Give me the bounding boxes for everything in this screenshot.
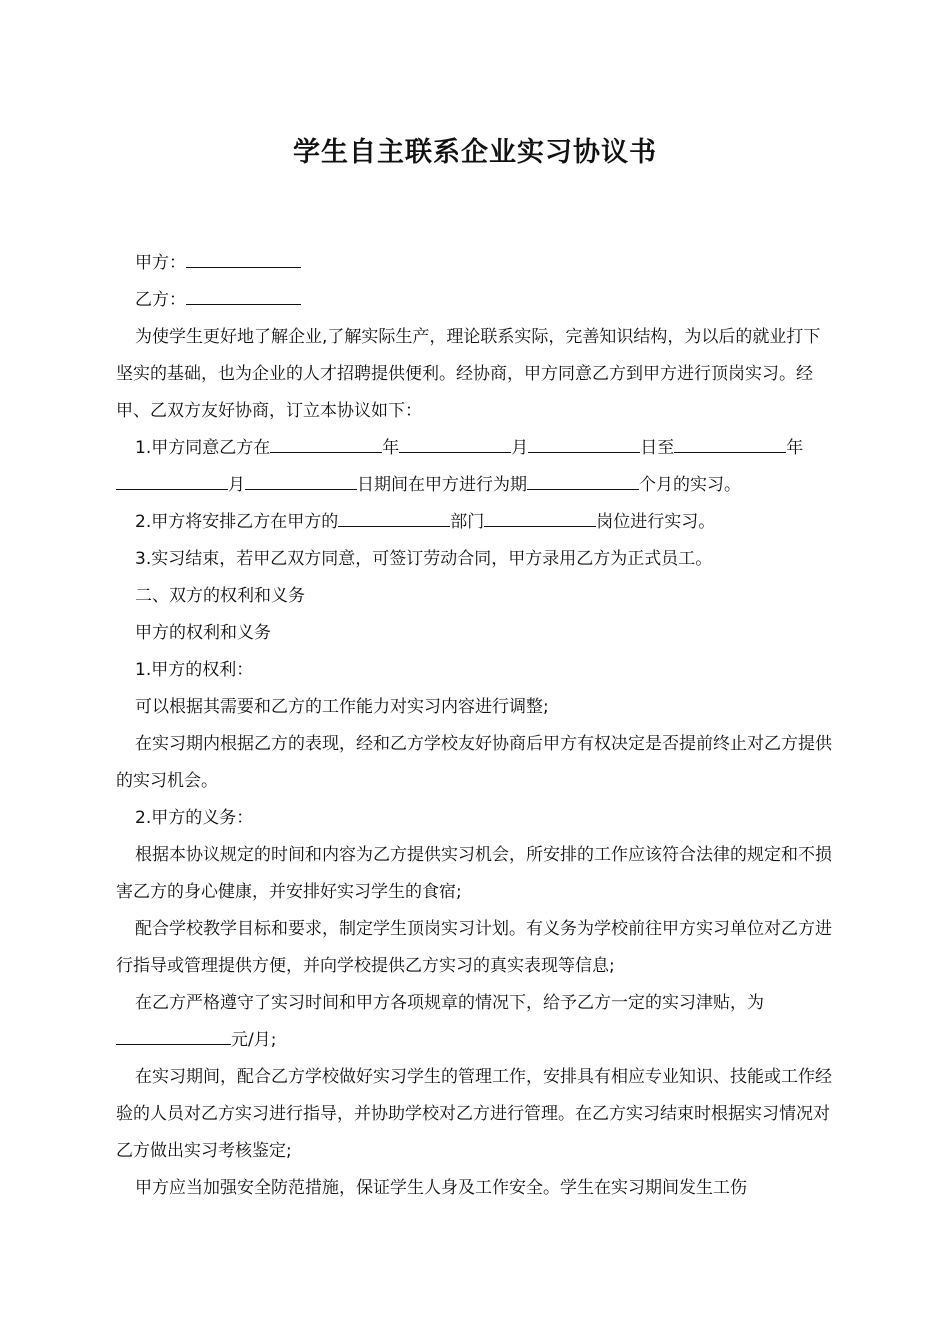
period-label: 日期间在甲方进行为期	[357, 475, 527, 495]
intro-paragraph: 为使学生更好地了解企业,了解实际生产，理论联系实际，完善知识结构，为以后的就业打下坚实的基础，也为企业的人才招聘提供便利。经协商，甲方同意乙方到甲方进行顶岗实习。经甲、乙双方友好协商，订立本协议如下：	[116, 327, 821, 421]
allowance-unit: 元/月;	[231, 1030, 277, 1050]
end-day-blank[interactable]	[245, 475, 357, 490]
document-body	[116, 245, 836, 1207]
clause-2-text: 2.甲方将安排乙方在甲方的	[135, 512, 339, 532]
end-year-blank[interactable]	[674, 438, 786, 453]
duties-heading: 2.甲方的义务：	[135, 808, 254, 828]
duty-4: 在实习期间，配合乙方学校做好实习学生的管理工作，安排具有相应专业知识、技能或工作经验的人员对乙方实习进行指导，并协助学校对乙方进行管理。在乙方实习结束时根据实习情况对乙方做出实习考核鉴定;	[116, 1067, 832, 1161]
clause-1-text: 1.甲方同意乙方在	[135, 438, 271, 458]
clause-2	[116, 504, 836, 541]
post-label: 岗位进行实习。	[596, 512, 716, 532]
rights-heading: 1.甲方的权利：	[135, 660, 254, 680]
year-label: 年	[382, 438, 400, 458]
months-blank[interactable]	[527, 475, 639, 490]
post-blank[interactable]	[484, 512, 596, 527]
duty-2: 配合学校教学目标和要求，制定学生顶岗实习计划。有义务为学校前往甲方实习单位对乙方进行指导或管理提供方便，并向学校提供乙方实习的真实表现等信息;	[116, 919, 832, 976]
duty-3	[116, 985, 836, 1059]
end-month-blank[interactable]	[116, 475, 228, 490]
day-to-label: 日至	[640, 438, 675, 458]
department-blank[interactable]	[338, 512, 450, 527]
section-2-heading: 二、双方的权利和义务	[135, 586, 305, 606]
start-month-blank[interactable]	[399, 438, 511, 453]
duty-3-text: 在乙方严格遵守了实习时间和甲方各项规章的情况下，给予乙方一定的实习津贴，为	[135, 993, 764, 1013]
party-a-line	[116, 245, 836, 282]
month-label-2: 月	[228, 475, 245, 495]
department-label: 部门	[450, 512, 485, 532]
party-b-label: 乙方：	[135, 290, 186, 310]
allowance-blank[interactable]	[116, 1030, 231, 1045]
document-title: 学生自主联系企业实习协议书	[293, 137, 657, 168]
party-a-blank[interactable]	[186, 253, 301, 268]
duty-5: 甲方应当加强安全防范措施，保证学生人身及工作安全。学生在实习期间发生工伤	[135, 1178, 747, 1198]
party-b-blank[interactable]	[186, 290, 301, 305]
months-end-label: 个月的实习。	[639, 475, 741, 495]
clause-3: 3.实习结束，若甲乙双方同意，可签订劳动合同，甲方录用乙方为正式员工。	[135, 549, 713, 569]
start-year-blank[interactable]	[270, 438, 382, 453]
start-day-blank[interactable]	[528, 438, 640, 453]
right-2: 在实习期内根据乙方的表现，经和乙方学校友好协商后甲方有权决定是否提前终止对乙方提供的实习机会。	[116, 734, 832, 791]
clause-1	[116, 430, 836, 504]
party-a-label: 甲方：	[135, 253, 186, 273]
party-b-line	[116, 282, 836, 319]
duty-1: 根据本协议规定的时间和内容为乙方提供实习机会，所安排的工作应该符合法律的规定和不损害乙方的身心健康，并安排好实习学生的食宿;	[116, 845, 832, 902]
year-label-2: 年	[786, 438, 804, 458]
right-1: 可以根据其需要和乙方的工作能力对实习内容进行调整;	[135, 697, 549, 717]
party-a-rights-heading: 甲方的权利和义务	[135, 623, 271, 643]
month-label: 月	[511, 438, 529, 458]
